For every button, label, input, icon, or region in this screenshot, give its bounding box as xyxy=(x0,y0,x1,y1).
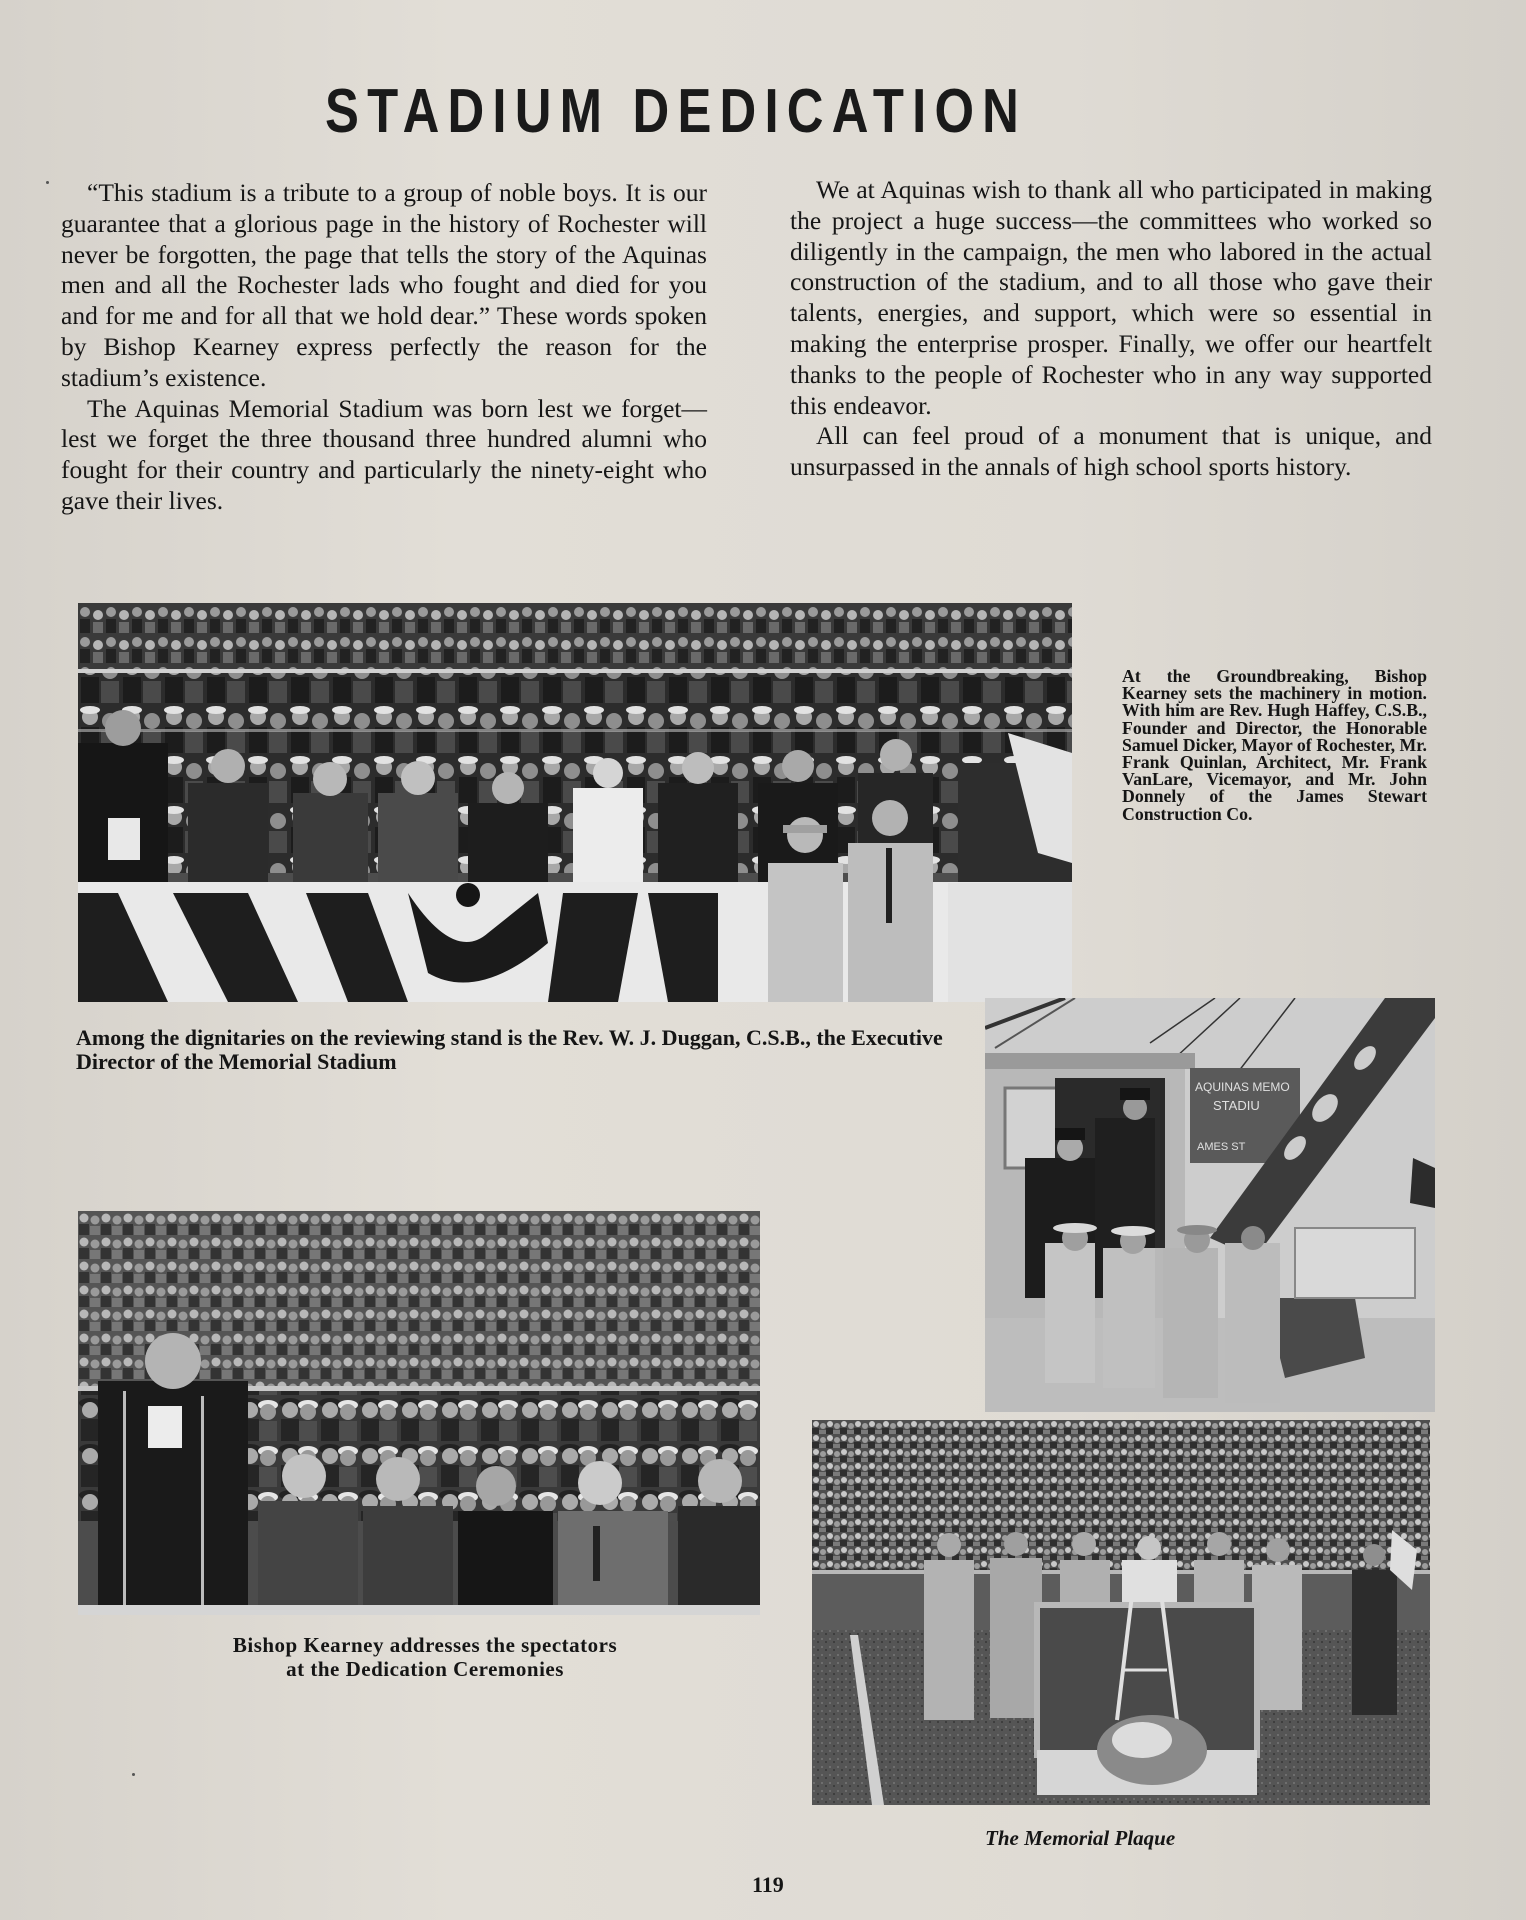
memorial-plaque-image xyxy=(812,1420,1430,1805)
reviewing-stand-caption: Among the dignitaries on the reviewing stand is the Rev. W. J. Duggan, C.S.B., the Executive Director of the Memorial Stadium xyxy=(76,1025,943,1074)
groundbreaking-sign-text: STADIU xyxy=(1213,1098,1260,1113)
paper-speck xyxy=(46,181,49,184)
memorial-plaque-photo xyxy=(812,1420,1430,1805)
groundbreaking-image xyxy=(985,998,1435,1412)
paper-speck xyxy=(132,1773,135,1776)
groundbreaking-sign-text: AMES ST xyxy=(1197,1141,1246,1153)
groundbreaking-photo xyxy=(985,998,1435,1412)
article-left-column xyxy=(61,178,707,517)
dedication-image xyxy=(78,1211,760,1615)
dedication-caption xyxy=(160,1633,690,1681)
article-right-column xyxy=(790,175,1432,483)
dedication-caption-line: at the Dedication Ceremonies xyxy=(286,1657,564,1681)
groundbreaking-caption: At the Groundbreaking, Bishop Kearney sets the machinery in motion. With him are Rev. Hugh Haffey, C.S.B., Founder and Director, the Honorable Samuel Dicker, Mayor of Rochester, Mr. Frank Quinlan, Architect, Mr. Frank VanLare, Vicemayor, and Mr. John Donnely of the James Stewart Construction Co. xyxy=(1122,666,1427,824)
groundbreaking-sign-text: AQUINAS MEMO xyxy=(1195,1080,1290,1094)
article-paragraph: All can feel proud of a monument that is unique, and unsurpassed in the annals of high school sports history. xyxy=(790,421,1432,482)
dedication-caption-line: Bishop Kearney addresses the spectators xyxy=(232,1633,618,1657)
page-title: STADIUM DEDICATION xyxy=(325,77,1028,146)
plaque-caption: The Memorial Plaque xyxy=(985,1826,1176,1850)
article-paragraph: “This stadium is a tribute to a group of noble boys. It is our guarantee that a glorious page in the history of Rochester will never be forgotten, the page that tells the story of the Aquinas men and all the Rochester lads who fought and died for you and for me and for all that we hold dear.” These words spoken by Bishop Kearney express perfectly the reason for the stadium’s existence. xyxy=(61,178,707,392)
page-number: 119 xyxy=(752,1872,784,1897)
reviewing-stand-photo xyxy=(78,603,1072,1002)
article-paragraph: The Aquinas Memorial Stadium was born lest we forget—lest we forget the three thousand three hundred alumni who fought for their country and particularly the ninety-eight who gave their lives. xyxy=(61,393,707,515)
article-paragraph: We at Aquinas wish to thank all who participated in making the project a huge success—the committees who worked so diligently in the campaign, the men who labored in the actual construction of the stadium, and to all those who gave their talents, energies, and support, which were so essential in making the enterprise prosper. Finally, we offer our heartfelt thanks to the people of Rochester who in any way supported this endeavor. xyxy=(790,175,1432,420)
reviewing-stand-image xyxy=(78,603,1072,1002)
dedication-photo xyxy=(78,1211,760,1615)
